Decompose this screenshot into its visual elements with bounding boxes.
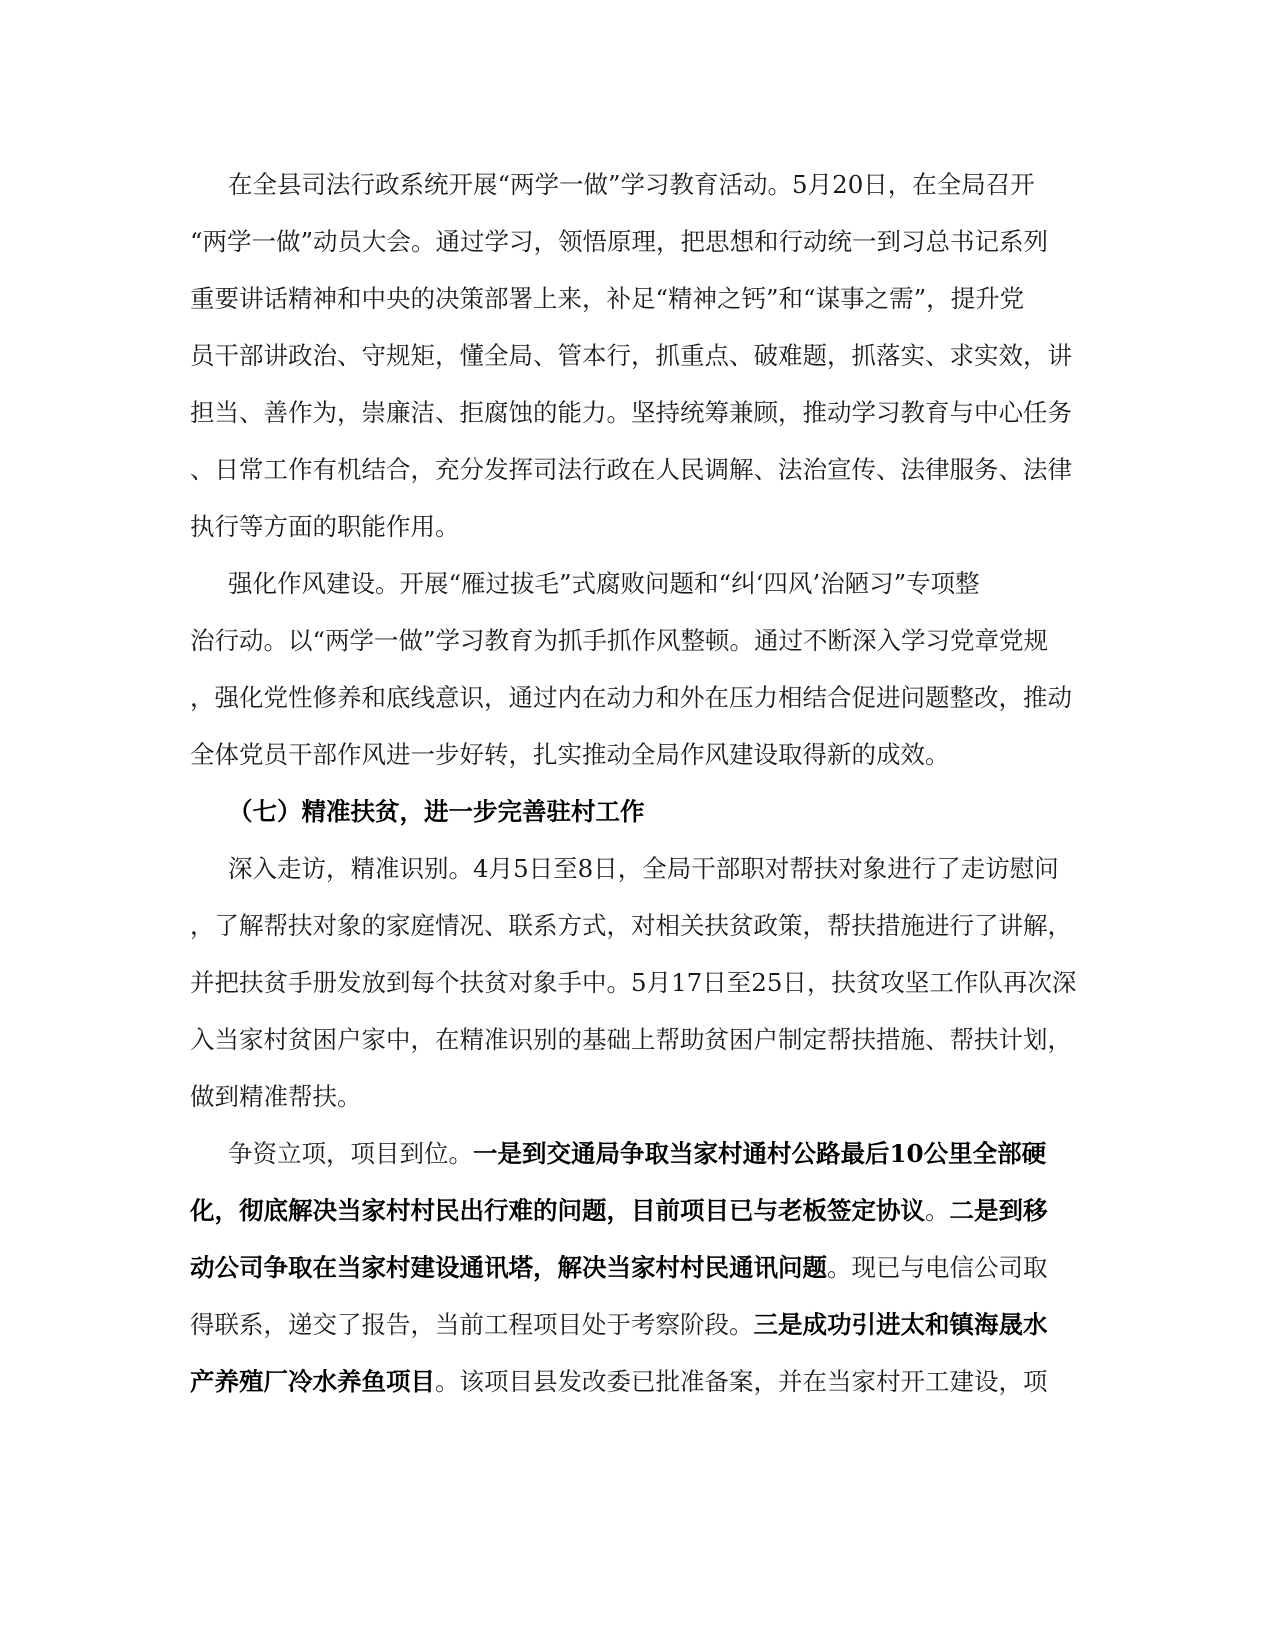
paragraph-2-line-2: 治行动。以“两学一做”学习教育为抓手抓作风整顿。通过不断深入学习党章党规	[190, 626, 1049, 655]
paragraph-1-line-5: 担当、善作为，崇廉洁、拒腐蚀的能力。坚持统筹兼顾，推动学习教育与中心任务	[190, 398, 1072, 427]
p4-punct: 。	[925, 1196, 950, 1225]
p4-point-3-cont: 产养殖厂冷水养鱼项目	[190, 1367, 435, 1396]
paragraph-2-line-4: 全体党员干部作风进一步好转，扎实推动全局作风建设取得新的成效。	[190, 740, 950, 769]
paragraph-2-line-1: 强化作风建设。开展“雁过拔毛”式腐败问题和“纠‘四风’治陋习”专项整	[228, 569, 980, 598]
paragraph-1-line-2: “两学一做”动员大会。通过学习，领悟原理，把思想和行动统一到习总书记系列	[190, 227, 1049, 256]
paragraph-4-line-3	[190, 1253, 1048, 1283]
paragraph-1-line-3: 重要讲话精神和中央的决策部署上来，补足“精神之钙”和“谋事之需”，提升党	[190, 284, 1025, 313]
p4-point-3-text: 三是成功引进太和镇海晟水	[753, 1310, 1048, 1339]
paragraph-1-line-7: 执行等方面的职能作用。	[190, 512, 460, 541]
p4-point-1-text: 一是到交通局争取当家村通村公路最后10公里全部硬	[473, 1139, 1047, 1168]
p4-point-2-text: 二是到移	[949, 1196, 1048, 1225]
paragraph-4-line-2	[190, 1196, 1048, 1226]
p4-point-3-detail: 。该项目县发改委已批准备案，并在当家村开工建设，项	[435, 1367, 1048, 1396]
paragraph-3-line-1: 深入走访，精准识别。4月5日至8日，全局干部职对帮扶对象进行了走访慰问	[228, 854, 1059, 883]
p4-point-2-detail-cont: 得联系，递交了报告，当前工程项目处于考察阶段。	[190, 1310, 754, 1339]
paragraph-4-line-1	[228, 1139, 1046, 1169]
p4-lead-text: 争资立项，项目到位。	[228, 1139, 473, 1168]
paragraph-3-line-5: 做到精准帮扶。	[190, 1082, 362, 1111]
paragraph-2-line-3: ，强化党性修养和底线意识，通过内在动力和外在压力相结合促进问题整改，推动	[190, 683, 1072, 712]
paragraph-1-line-6: 、日常工作有机结合，充分发挥司法行政在人民调解、法治宣传、法律服务、法律	[190, 455, 1072, 484]
paragraph-1-line-4: 员干部讲政治、守规矩，懂全局、管本行，抓重点、破难题，抓落实、求实效，讲	[190, 341, 1072, 370]
section-heading: （七）精准扶贫，进一步完善驻村工作	[228, 797, 645, 826]
paragraph-3-line-4: 入当家村贫困户家中，在精准识别的基础上帮助贫困户制定帮扶措施、帮扶计划，	[190, 1025, 1072, 1054]
paragraph-4-line-5	[190, 1367, 1048, 1397]
paragraph-1-line-1: 在全县司法行政系统开展“两学一做”学习教育活动。5月20日，在全局召开	[228, 170, 1035, 199]
p4-point-2-detail: 。现已与电信公司取	[827, 1253, 1048, 1282]
paragraph-4-line-4	[190, 1310, 1048, 1340]
paragraph-3-line-2: ，了解帮扶对象的家庭情况、联系方式，对相关扶贫政策，帮扶措施进行了讲解，	[190, 911, 1072, 940]
p4-point-2-cont: 动公司争取在当家村建设通讯塔，解决当家村村民通讯问题	[190, 1253, 827, 1282]
p4-point-1-cont: 化，彻底解决当家村村民出行难的问题，目前项目已与老板签定协议	[190, 1196, 925, 1225]
paragraph-3-line-3: 并把扶贫手册发放到每个扶贫对象手中。5月17日至25日，扶贫攻坚工作队再次深	[190, 968, 1077, 997]
